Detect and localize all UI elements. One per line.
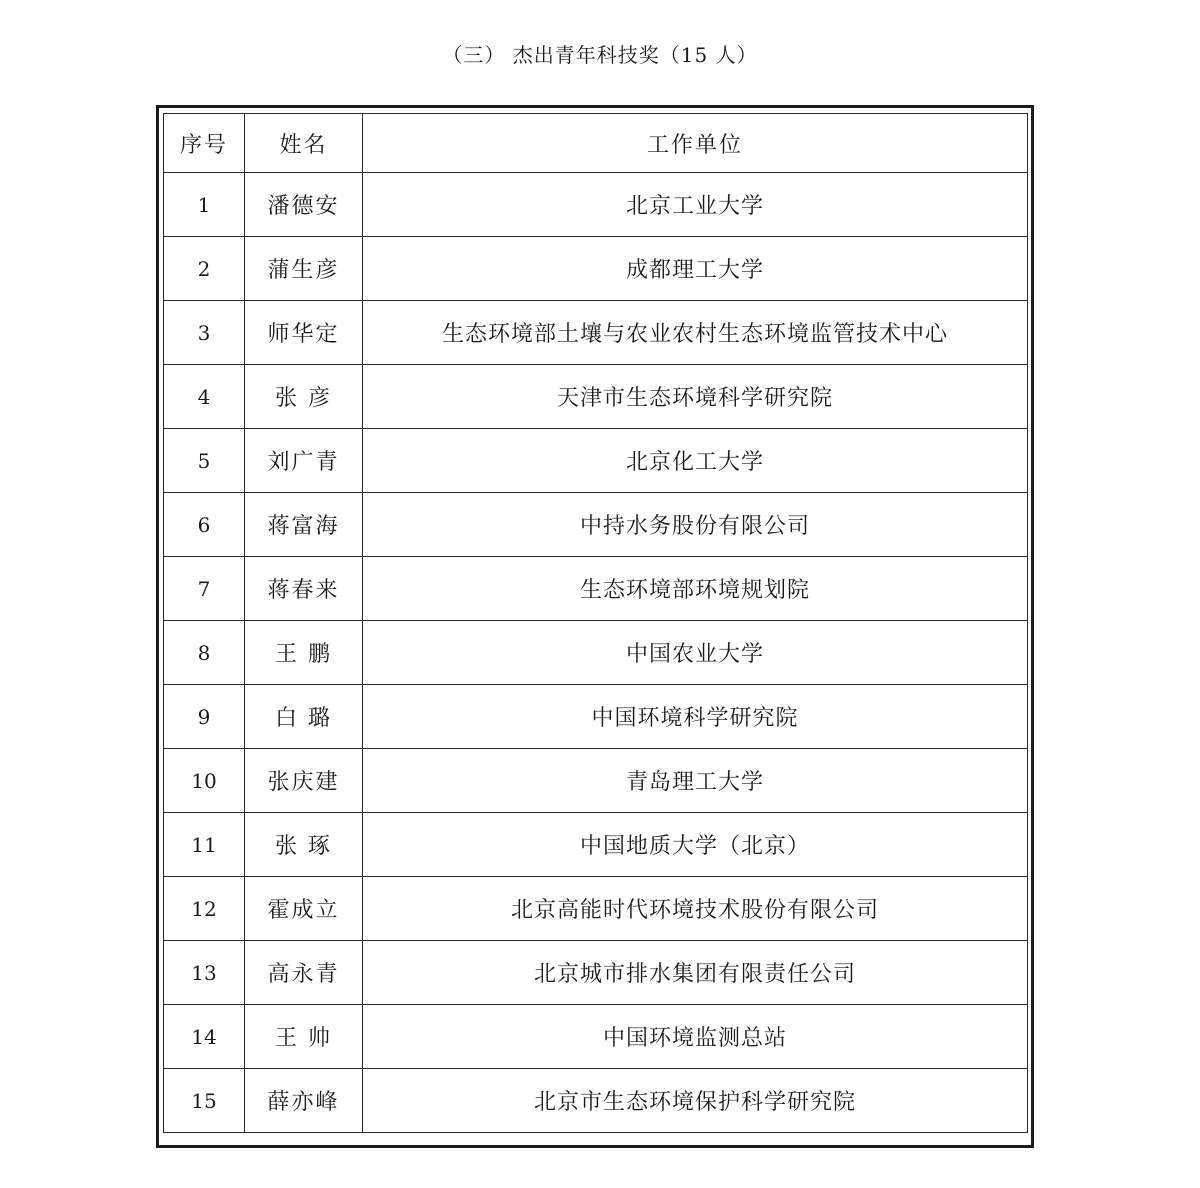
- row-name: 薛亦峰: [245, 1069, 363, 1133]
- row-unit: 生态环境部土壤与农业农村生态环境监管技术中心: [363, 301, 1028, 365]
- row-unit: 中国环境科学研究院: [363, 685, 1028, 749]
- row-unit: 成都理工大学: [363, 237, 1028, 301]
- row-name: 师华定: [245, 301, 363, 365]
- row-unit: 中国环境监测总站: [363, 1005, 1028, 1069]
- row-name: 蒲生彦: [245, 237, 363, 301]
- row-index: 12: [164, 877, 245, 941]
- row-unit: 中持水务股份有限公司: [363, 493, 1028, 557]
- header-unit: 工作单位: [363, 114, 1028, 173]
- table-header-row: [164, 114, 1028, 173]
- table-row: [164, 941, 1028, 1005]
- row-index: 1: [164, 173, 245, 237]
- table-row: [164, 1069, 1028, 1133]
- row-unit: 北京工业大学: [363, 173, 1028, 237]
- row-name: 王 鹏: [245, 621, 363, 685]
- table-row: [164, 557, 1028, 621]
- table-row: [164, 621, 1028, 685]
- row-unit: 青岛理工大学: [363, 749, 1028, 813]
- row-name: 蒋富海: [245, 493, 363, 557]
- table-row: [164, 877, 1028, 941]
- header-index: 序号: [164, 114, 245, 173]
- row-unit: 北京高能时代环境技术股份有限公司: [363, 877, 1028, 941]
- row-name: 张 彦: [245, 365, 363, 429]
- row-index: 11: [164, 813, 245, 877]
- row-unit: 中国地质大学（北京）: [363, 813, 1028, 877]
- table-row: [164, 1005, 1028, 1069]
- row-index: 6: [164, 493, 245, 557]
- row-name: 高永青: [245, 941, 363, 1005]
- row-index: 4: [164, 365, 245, 429]
- table-row: [164, 493, 1028, 557]
- row-index: 14: [164, 1005, 245, 1069]
- row-index: 13: [164, 941, 245, 1005]
- row-name: 王 帅: [245, 1005, 363, 1069]
- row-index: 7: [164, 557, 245, 621]
- row-unit: 北京化工大学: [363, 429, 1028, 493]
- row-index: 3: [164, 301, 245, 365]
- row-name: 刘广青: [245, 429, 363, 493]
- table-row: [164, 749, 1028, 813]
- page-title: （三） 杰出青年科技奖（15 人）: [442, 43, 758, 67]
- row-index: 10: [164, 749, 245, 813]
- header-name: 姓名: [245, 114, 363, 173]
- table-row: [164, 429, 1028, 493]
- row-unit: 北京市生态环境保护科学研究院: [363, 1069, 1028, 1133]
- row-name: 张庆建: [245, 749, 363, 813]
- row-name: 蒋春来: [245, 557, 363, 621]
- award-table: [163, 113, 1028, 1133]
- row-index: 15: [164, 1069, 245, 1133]
- table-row: [164, 685, 1028, 749]
- row-name: 白 璐: [245, 685, 363, 749]
- row-unit: 中国农业大学: [363, 621, 1028, 685]
- table-row: [164, 237, 1028, 301]
- table-row: [164, 813, 1028, 877]
- row-index: 8: [164, 621, 245, 685]
- row-unit: 天津市生态环境科学研究院: [363, 365, 1028, 429]
- table-row: [164, 301, 1028, 365]
- table-row: [164, 365, 1028, 429]
- row-unit: 北京城市排水集团有限责任公司: [363, 941, 1028, 1005]
- row-unit: 生态环境部环境规划院: [363, 557, 1028, 621]
- row-index: 2: [164, 237, 245, 301]
- row-index: 5: [164, 429, 245, 493]
- row-name: 霍成立: [245, 877, 363, 941]
- table-row: [164, 173, 1028, 237]
- row-index: 9: [164, 685, 245, 749]
- row-name: 潘德安: [245, 173, 363, 237]
- row-name: 张 琢: [245, 813, 363, 877]
